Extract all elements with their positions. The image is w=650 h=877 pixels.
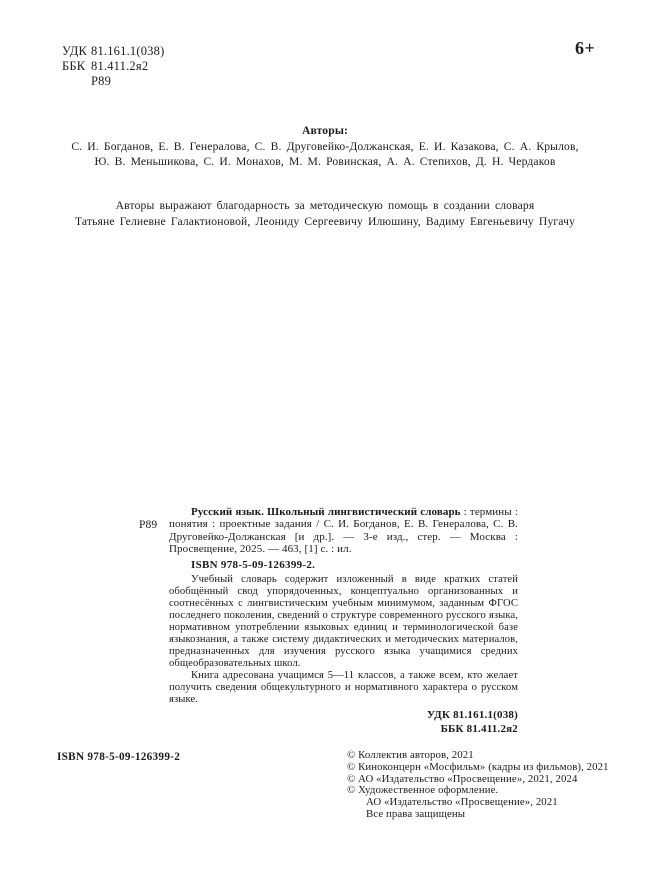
udk-row bbox=[62, 44, 164, 59]
udk-label: УДК bbox=[62, 44, 88, 58]
acknowledgment-line-1: Авторы выражают благодарность за методическую помощь в создании словаря bbox=[115, 199, 535, 212]
authors-line-1: С. И. Богданов, Е. В. Генералова, С. В. Друговейко-Должанская, Е. И. Казакова, С. А. Крылов, bbox=[71, 139, 579, 153]
card-udk-line: УДК 81.161.1(038) bbox=[427, 709, 518, 722]
authors-block bbox=[24, 123, 626, 170]
copyright-line: © Киноконцерн «Мосфильм» (кадры из фильмов), 2021 bbox=[347, 760, 609, 773]
copyright-block bbox=[347, 750, 609, 821]
card-bbk-line: ББК 81.411.2я2 bbox=[440, 722, 518, 735]
authors-line-2: Ю. В. Меньшикова, С. И. Монахов, М. М. Ровинская, А. А. Степихов, Д. Н. Чердаков bbox=[94, 155, 556, 169]
bottom-isbn: ISBN 978-5-09-126399-2 bbox=[57, 751, 181, 763]
age-rating-mark: 6+ bbox=[575, 38, 596, 58]
copyright-line: © Коллектив авторов, 2021 bbox=[347, 749, 474, 761]
udk-value: 81.161.1(038) bbox=[91, 44, 165, 58]
copyright-line: © АО «Издательство «Просвещение», 2021, 2024 bbox=[347, 772, 578, 785]
author-sign: Р89 bbox=[91, 74, 112, 88]
annotation-paragraph-1: Учебный словарь содержит изложенный в виде кратких статей обобщённый свод упорядоченных, концептуально организованных и соотнесённых с лингвистическим учебным минимумом, заданным ФГОС последнего поколения, сведений о структуре современного русского языка, нормативном употреблении языковых единиц и терминологической базе языкознания, а также систему дидактических и методических материалов, предназначенных для изучения русского языка учащимися средних общеобразовательных школ. bbox=[169, 574, 518, 669]
bbk-row bbox=[62, 59, 164, 74]
bbk-value: 81.411.2я2 bbox=[91, 59, 149, 73]
catalog-card bbox=[139, 506, 518, 736]
bibliographic-details: : термины : понятия : проектные задания / С. И. Богданов, Е. В. Генералова, С. В. Друговейко-Должанская [и др.]. — 3-е изд., стер. — Москва : Просвещение, 2025. — 463, [1] с. : ил. bbox=[169, 506, 518, 555]
copyright-line-continuation: АО «Издательство «Просвещение», 2021 bbox=[366, 796, 558, 809]
author-sign-row bbox=[62, 74, 164, 89]
authors-heading: Авторы: bbox=[301, 124, 349, 137]
bbk-label: ББК bbox=[62, 59, 86, 73]
acknowledgment-block bbox=[24, 198, 626, 229]
card-catalog-codes bbox=[169, 709, 518, 736]
top-catalog-codes bbox=[62, 44, 164, 89]
bibliographic-entry bbox=[169, 506, 518, 555]
card-isbn: ISBN 978-5-09-126399-2. bbox=[191, 559, 316, 572]
copyright-line-continuation: Все права защищены bbox=[366, 807, 466, 820]
card-author-sign: Р89 bbox=[139, 519, 158, 531]
acknowledgment-line-2: Татьяне Гелиевне Галактионовой, Леониду Сергеевичу Илюшину, Вадиму Евгеньевичу Пугачу bbox=[74, 214, 576, 228]
copyright-line: © Художественное оформление. bbox=[347, 784, 499, 797]
author-sign-spacer bbox=[62, 74, 91, 89]
book-title: Русский язык. Школьный лингвистический словарь bbox=[191, 506, 461, 518]
annotation-paragraph-2: Книга адресована учащимся 5—11 классов, а также всем, кто желает получить сведения общекультурного и нормативного характера о русском языке. bbox=[169, 669, 518, 705]
